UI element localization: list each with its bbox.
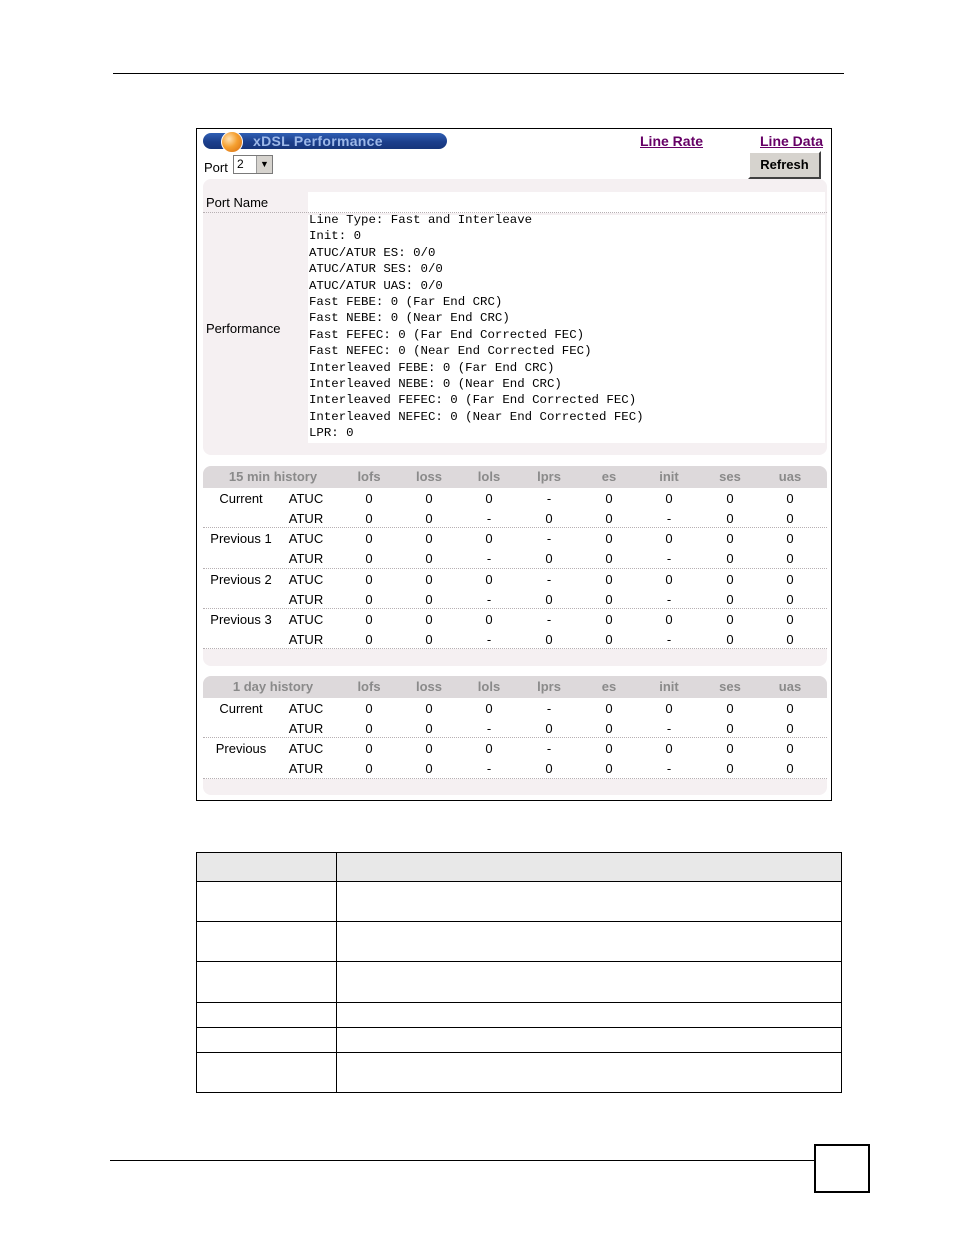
history-1day-body bbox=[203, 698, 827, 779]
cell-es: 0 bbox=[605, 721, 613, 736]
cell-es: 0 bbox=[605, 611, 613, 627]
table-header bbox=[197, 853, 841, 882]
cell-loss: 0 bbox=[425, 721, 433, 736]
cell-lofs: 0 bbox=[365, 511, 373, 526]
cell-init: 0 bbox=[665, 491, 673, 506]
cell-lofs: 0 bbox=[365, 571, 373, 587]
column-header-ses: ses bbox=[719, 469, 741, 484]
cell-uas: 0 bbox=[786, 741, 794, 757]
cell-uas: 0 bbox=[786, 721, 794, 736]
cell-lprs: 0 bbox=[545, 511, 553, 526]
cell-es: 0 bbox=[605, 491, 613, 506]
period-label: Current bbox=[219, 491, 263, 506]
performance-label: Performance bbox=[206, 321, 281, 336]
history-15min-title: 15 min history bbox=[228, 469, 318, 484]
period-label: Previous 1 bbox=[210, 531, 272, 547]
side-label: ATUC bbox=[288, 531, 324, 547]
cell-es: 0 bbox=[605, 571, 613, 587]
table-row-divider bbox=[197, 1002, 841, 1003]
cell-lprs: 0 bbox=[545, 631, 553, 647]
side-label: ATUR bbox=[288, 631, 324, 647]
refresh-button[interactable]: Refresh bbox=[748, 151, 821, 179]
cell-ses: 0 bbox=[726, 511, 734, 526]
column-divider bbox=[336, 853, 337, 1092]
column-header-es: es bbox=[601, 679, 617, 694]
cell-es: 0 bbox=[605, 591, 613, 607]
row-divider bbox=[203, 608, 827, 609]
cell-lofs: 0 bbox=[365, 531, 373, 547]
cell-loss: 0 bbox=[425, 631, 433, 647]
history-1day-panel bbox=[203, 676, 827, 795]
period-label: Previous bbox=[215, 741, 267, 757]
cell-uas: 0 bbox=[786, 761, 794, 777]
history-1day-title: 1 day history bbox=[232, 679, 314, 694]
cell-lofs: 0 bbox=[365, 701, 373, 716]
cell-lols: - bbox=[486, 591, 492, 607]
cell-ses: 0 bbox=[726, 721, 734, 736]
row-divider bbox=[203, 648, 827, 649]
port-name-label: Port Name bbox=[206, 195, 269, 210]
table-row-divider bbox=[197, 1052, 841, 1053]
cell-init: - bbox=[666, 631, 672, 647]
cell-lprs: - bbox=[546, 571, 552, 587]
cell-ses: 0 bbox=[726, 631, 734, 647]
cell-uas: 0 bbox=[786, 631, 794, 647]
cell-lols: 0 bbox=[485, 611, 493, 627]
column-header-lofs: lofs bbox=[357, 679, 381, 694]
cell-es: 0 bbox=[605, 631, 613, 647]
window-title: xDSL Performance bbox=[253, 133, 383, 149]
cell-loss: 0 bbox=[425, 551, 433, 567]
row-divider bbox=[203, 568, 827, 569]
cell-lols: - bbox=[486, 761, 492, 777]
cell-ses: 0 bbox=[726, 611, 734, 627]
cell-uas: 0 bbox=[786, 511, 794, 526]
cell-ses: 0 bbox=[726, 741, 734, 757]
cell-lprs: - bbox=[546, 701, 552, 716]
cell-lprs: - bbox=[546, 611, 552, 627]
port-select[interactable] bbox=[233, 155, 273, 174]
cell-lofs: 0 bbox=[365, 741, 373, 757]
cell-lols: - bbox=[486, 551, 492, 567]
side-label: ATUC bbox=[288, 491, 324, 506]
column-header-lprs: lprs bbox=[537, 469, 561, 484]
cell-init: 0 bbox=[665, 571, 673, 587]
title-bar bbox=[203, 133, 447, 149]
column-header-loss: loss bbox=[415, 469, 443, 484]
column-header-uas: uas bbox=[778, 679, 802, 694]
cell-lofs: 0 bbox=[365, 721, 373, 736]
cell-lofs: 0 bbox=[365, 551, 373, 567]
cell-ses: 0 bbox=[726, 551, 734, 567]
cell-ses: 0 bbox=[726, 591, 734, 607]
page-number-box bbox=[814, 1144, 870, 1193]
cell-init: - bbox=[666, 511, 672, 526]
cell-loss: 0 bbox=[425, 531, 433, 547]
cell-lofs: 0 bbox=[365, 491, 373, 506]
header-rule bbox=[113, 73, 844, 74]
period-label: Previous 3 bbox=[210, 611, 272, 627]
row-divider bbox=[203, 737, 827, 738]
cell-lofs: 0 bbox=[365, 631, 373, 647]
cell-lprs: 0 bbox=[545, 591, 553, 607]
cell-es: 0 bbox=[605, 761, 613, 777]
cell-lols: 0 bbox=[485, 531, 493, 547]
cell-init: - bbox=[666, 721, 672, 736]
cell-lols: 0 bbox=[485, 701, 493, 716]
history-15min-panel bbox=[203, 466, 827, 666]
column-header-lprs: lprs bbox=[537, 679, 561, 694]
field-description-table bbox=[196, 852, 842, 1093]
cell-loss: 0 bbox=[425, 591, 433, 607]
history-15min-body bbox=[203, 488, 827, 649]
cell-es: 0 bbox=[605, 741, 613, 757]
column-header-lols: lols bbox=[477, 469, 501, 484]
cell-es: 0 bbox=[605, 701, 613, 716]
cell-lprs: - bbox=[546, 491, 552, 506]
cell-lprs: 0 bbox=[545, 721, 553, 736]
cell-es: 0 bbox=[605, 551, 613, 567]
side-label: ATUC bbox=[288, 611, 324, 627]
side-label: ATUC bbox=[288, 701, 324, 716]
cell-init: 0 bbox=[665, 611, 673, 627]
title-ball-icon bbox=[221, 131, 243, 153]
cell-lols: - bbox=[486, 721, 492, 736]
period-label: Previous 2 bbox=[210, 571, 272, 587]
cell-ses: 0 bbox=[726, 761, 734, 777]
cell-ses: 0 bbox=[726, 701, 734, 716]
cell-lofs: 0 bbox=[365, 591, 373, 607]
column-header-init: init bbox=[659, 469, 679, 484]
cell-uas: 0 bbox=[786, 531, 794, 547]
column-header-uas: uas bbox=[778, 469, 802, 484]
line-data-link[interactable]: Line Data bbox=[760, 133, 824, 149]
cell-es: 0 bbox=[605, 531, 613, 547]
row-divider bbox=[203, 778, 827, 779]
history-1day-header bbox=[203, 676, 827, 698]
cell-init: 0 bbox=[665, 741, 673, 757]
table-row-divider bbox=[197, 1027, 841, 1028]
table-row-divider bbox=[197, 961, 841, 962]
cell-lprs: 0 bbox=[545, 761, 553, 777]
port-select-value: 2 bbox=[237, 157, 244, 171]
cell-uas: 0 bbox=[786, 591, 794, 607]
performance-text: Line Type: Fast and Interleave Init: 0 ATUC/ATUR ES: 0/0 ATUC/ATUR SES: 0/0 ATUC/ATUR UAS: 0/0 Fast FEBE: 0 (Far End CRC) Fast NEBE: 0 (Near End CRC) Fast FEFEC: 0 (Far End Corrected FEC) Fast NEFEC: 0 (Near End Corrected FEC) Interleaved FEBE: 0 (Far End CRC) Interleaved NEBE: 0 (Near End CRC) Interleaved FEFEC: 0 (Far End Corrected FEC) Interleaved NEFEC: 0 (Near End Corrected FEC) LPR: 0 bbox=[309, 213, 644, 441]
cell-lols: 0 bbox=[485, 741, 493, 757]
side-label: ATUR bbox=[288, 761, 324, 777]
cell-uas: 0 bbox=[786, 551, 794, 567]
column-header-loss: loss bbox=[415, 679, 443, 694]
cell-loss: 0 bbox=[425, 741, 433, 757]
cell-es: 0 bbox=[605, 511, 613, 526]
cell-loss: 0 bbox=[425, 761, 433, 777]
column-header-lols: lols bbox=[477, 679, 501, 694]
cell-loss: 0 bbox=[425, 701, 433, 716]
history-15min-header bbox=[203, 466, 827, 488]
row-divider bbox=[203, 527, 827, 528]
cell-init: - bbox=[666, 761, 672, 777]
cell-loss: 0 bbox=[425, 611, 433, 627]
cell-ses: 0 bbox=[726, 531, 734, 547]
cell-init: - bbox=[666, 551, 672, 567]
line-rate-link[interactable]: Line Rate bbox=[640, 133, 704, 149]
cell-loss: 0 bbox=[425, 571, 433, 587]
cell-lprs: - bbox=[546, 531, 552, 547]
xdsl-performance-window bbox=[196, 128, 832, 801]
cell-loss: 0 bbox=[425, 491, 433, 506]
port-label: Port bbox=[204, 160, 228, 175]
cell-lofs: 0 bbox=[365, 611, 373, 627]
side-label: ATUR bbox=[288, 721, 324, 736]
side-label: ATUR bbox=[288, 591, 324, 607]
port-info-panel bbox=[203, 179, 827, 455]
chevron-down-icon[interactable]: ▼ bbox=[256, 156, 272, 173]
cell-init: 0 bbox=[665, 531, 673, 547]
cell-uas: 0 bbox=[786, 571, 794, 587]
cell-loss: 0 bbox=[425, 511, 433, 526]
cell-uas: 0 bbox=[786, 701, 794, 716]
performance-value bbox=[308, 215, 825, 443]
side-label: ATUR bbox=[288, 511, 324, 526]
cell-lols: 0 bbox=[485, 491, 493, 506]
side-label: ATUC bbox=[288, 741, 324, 757]
cell-lols: - bbox=[486, 631, 492, 647]
cell-ses: 0 bbox=[726, 491, 734, 506]
port-name-value bbox=[308, 192, 825, 213]
cell-ses: 0 bbox=[726, 571, 734, 587]
cell-lprs: - bbox=[546, 741, 552, 757]
footer-rule bbox=[110, 1160, 814, 1161]
cell-uas: 0 bbox=[786, 491, 794, 506]
side-label: ATUC bbox=[288, 571, 324, 587]
column-header-es: es bbox=[601, 469, 617, 484]
column-header-lofs: lofs bbox=[357, 469, 381, 484]
side-label: ATUR bbox=[288, 551, 324, 567]
cell-lols: 0 bbox=[485, 571, 493, 587]
cell-init: - bbox=[666, 591, 672, 607]
table-row-divider bbox=[197, 921, 841, 922]
cell-init: 0 bbox=[665, 701, 673, 716]
cell-uas: 0 bbox=[786, 611, 794, 627]
cell-lofs: 0 bbox=[365, 761, 373, 777]
column-header-ses: ses bbox=[719, 679, 741, 694]
cell-lols: - bbox=[486, 511, 492, 526]
cell-lprs: 0 bbox=[545, 551, 553, 567]
column-header-init: init bbox=[659, 679, 679, 694]
period-label: Current bbox=[219, 701, 263, 716]
